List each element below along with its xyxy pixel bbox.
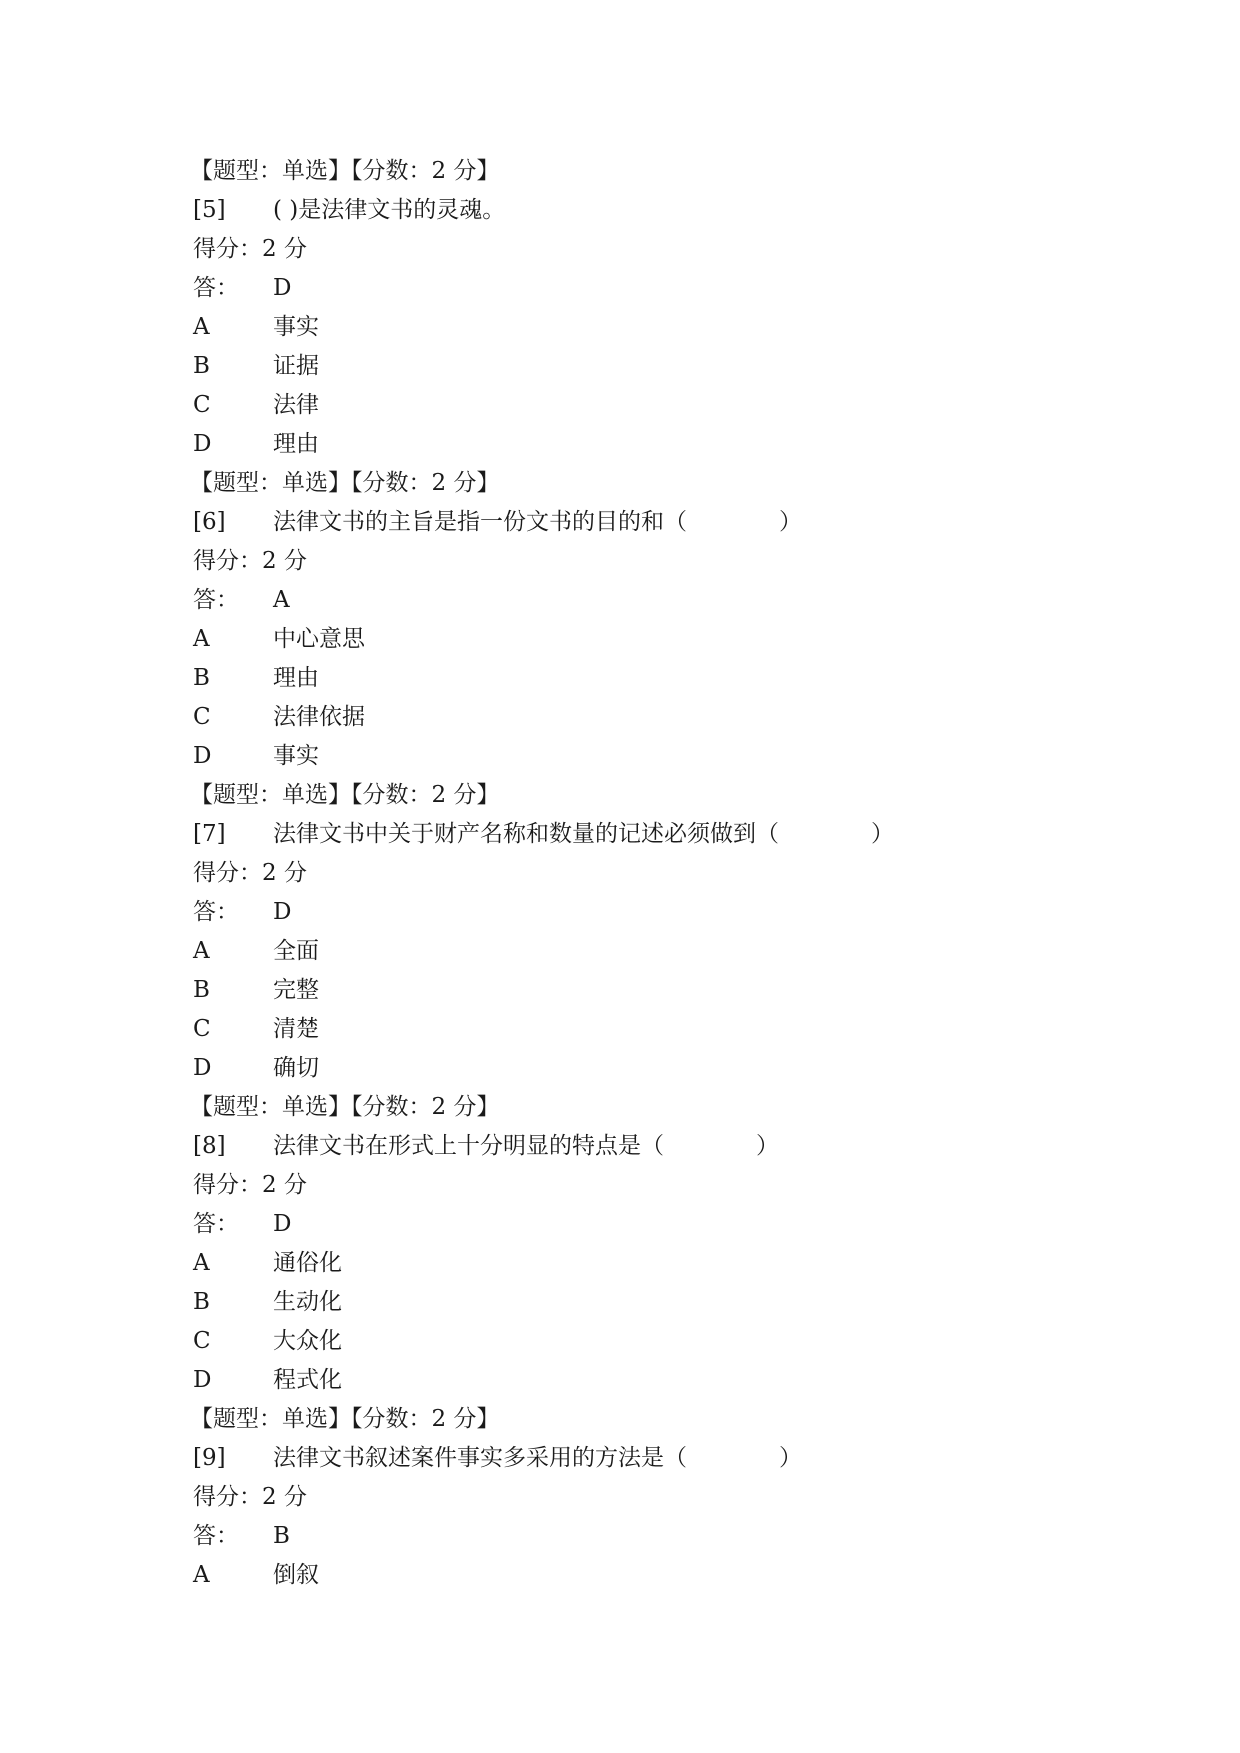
option-a xyxy=(193,308,1113,347)
option-d xyxy=(193,737,1113,776)
answer-value: D xyxy=(273,899,292,925)
answer-line xyxy=(193,1517,1113,1556)
option-text: 清楚 xyxy=(273,1016,319,1042)
option-text: 完整 xyxy=(273,977,319,1003)
option-text: 大众化 xyxy=(273,1328,342,1354)
answer-label: 答： xyxy=(193,275,239,301)
answer-label: 答： xyxy=(193,587,239,613)
question-6 xyxy=(190,464,1113,776)
option-text: 法律 xyxy=(273,392,319,418)
answer-line xyxy=(193,269,1113,308)
option-c xyxy=(193,698,1113,737)
option-text: 事实 xyxy=(273,743,319,769)
option-text: 法律依据 xyxy=(273,704,365,730)
option-b xyxy=(193,1283,1113,1322)
option-a xyxy=(193,1244,1113,1283)
option-c xyxy=(193,1010,1113,1049)
option-key: B xyxy=(193,977,210,1003)
option-text: 程式化 xyxy=(273,1367,342,1393)
answer-label: 答： xyxy=(193,1211,239,1237)
question-5 xyxy=(190,152,1113,464)
option-text: 全面 xyxy=(273,938,319,964)
score-line xyxy=(193,230,1113,269)
score-label: 得分： xyxy=(193,860,262,886)
answer-value: B xyxy=(273,1523,290,1549)
question-number: [8] xyxy=(193,1133,226,1159)
question-stem: 法律文书在形式上十分明显的特点是（ ） xyxy=(273,1133,779,1159)
score-value: 2 分 xyxy=(262,1172,307,1198)
answer-line xyxy=(193,893,1113,932)
answer-value: D xyxy=(273,275,292,301)
option-a xyxy=(193,1556,1113,1595)
question-number: [7] xyxy=(193,821,226,847)
option-key: A xyxy=(193,938,210,964)
question-type-header: 【题型：单选】【分数：2 分】 xyxy=(190,1406,500,1432)
option-text: 证据 xyxy=(273,353,319,379)
option-key: B xyxy=(193,353,210,379)
question-stem: 法律文书叙述案件事实多采用的方法是（ ） xyxy=(273,1445,802,1471)
answer-value: A xyxy=(273,587,290,613)
option-key: C xyxy=(193,392,211,418)
option-b xyxy=(193,659,1113,698)
option-key: A xyxy=(193,1562,210,1588)
score-label: 得分： xyxy=(193,1484,262,1510)
answer-line xyxy=(193,581,1113,620)
option-d xyxy=(193,425,1113,464)
score-value: 2 分 xyxy=(262,860,307,886)
option-text: 确切 xyxy=(273,1055,319,1081)
question-number: [5] xyxy=(193,197,226,223)
question-list xyxy=(190,152,1113,1595)
option-text: 理由 xyxy=(273,665,319,691)
option-c xyxy=(193,1322,1113,1361)
option-key: D xyxy=(193,1367,212,1393)
question-stem-line xyxy=(193,815,1113,854)
option-b xyxy=(193,347,1113,386)
option-text: 通俗化 xyxy=(273,1250,342,1276)
option-key: C xyxy=(193,1016,211,1042)
option-text: 事实 xyxy=(273,314,319,340)
question-type-header: 【题型：单选】【分数：2 分】 xyxy=(190,782,500,808)
score-value: 2 分 xyxy=(262,1484,307,1510)
option-key: C xyxy=(193,1328,211,1354)
option-c xyxy=(193,386,1113,425)
option-text: 理由 xyxy=(273,431,319,457)
question-stem: ( )是法律文书的灵魂。 xyxy=(273,197,506,223)
question-type-header: 【题型：单选】【分数：2 分】 xyxy=(190,1094,500,1120)
answer-label: 答： xyxy=(193,1523,239,1549)
answer-label: 答： xyxy=(193,899,239,925)
score-line xyxy=(193,854,1113,893)
answer-value: D xyxy=(273,1211,292,1237)
question-number: [6] xyxy=(193,509,226,535)
question-9 xyxy=(190,1400,1113,1595)
option-text: 倒叙 xyxy=(273,1562,319,1588)
option-key: D xyxy=(193,431,212,457)
option-d xyxy=(193,1361,1113,1400)
question-stem: 法律文书的主旨是指一份文书的目的和（ ） xyxy=(273,509,802,535)
option-key: A xyxy=(193,1250,210,1276)
question-stem-line xyxy=(193,1127,1113,1166)
option-a xyxy=(193,620,1113,659)
option-key: B xyxy=(193,1289,210,1315)
answer-line xyxy=(193,1205,1113,1244)
score-label: 得分： xyxy=(193,548,262,574)
question-number: [9] xyxy=(193,1445,226,1471)
question-stem-line xyxy=(193,191,1113,230)
score-line xyxy=(193,1478,1113,1517)
question-stem-line xyxy=(193,1439,1113,1478)
question-8 xyxy=(190,1088,1113,1400)
option-key: A xyxy=(193,314,210,340)
option-text: 生动化 xyxy=(273,1289,342,1315)
option-key: C xyxy=(193,704,211,730)
question-type-header: 【题型：单选】【分数：2 分】 xyxy=(190,470,500,496)
option-b xyxy=(193,971,1113,1010)
option-key: D xyxy=(193,743,212,769)
question-7 xyxy=(190,776,1113,1088)
option-key: D xyxy=(193,1055,212,1081)
question-type-header: 【题型：单选】【分数：2 分】 xyxy=(190,158,500,184)
score-value: 2 分 xyxy=(262,236,307,262)
option-a xyxy=(193,932,1113,971)
option-d xyxy=(193,1049,1113,1088)
option-key: B xyxy=(193,665,210,691)
score-label: 得分： xyxy=(193,236,262,262)
option-key: A xyxy=(193,626,210,652)
question-stem: 法律文书中关于财产名称和数量的记述必须做到（ ） xyxy=(273,821,894,847)
score-line xyxy=(193,542,1113,581)
question-stem-line xyxy=(193,503,1113,542)
score-label: 得分： xyxy=(193,1172,262,1198)
score-line xyxy=(193,1166,1113,1205)
option-text: 中心意思 xyxy=(273,626,365,652)
score-value: 2 分 xyxy=(262,548,307,574)
